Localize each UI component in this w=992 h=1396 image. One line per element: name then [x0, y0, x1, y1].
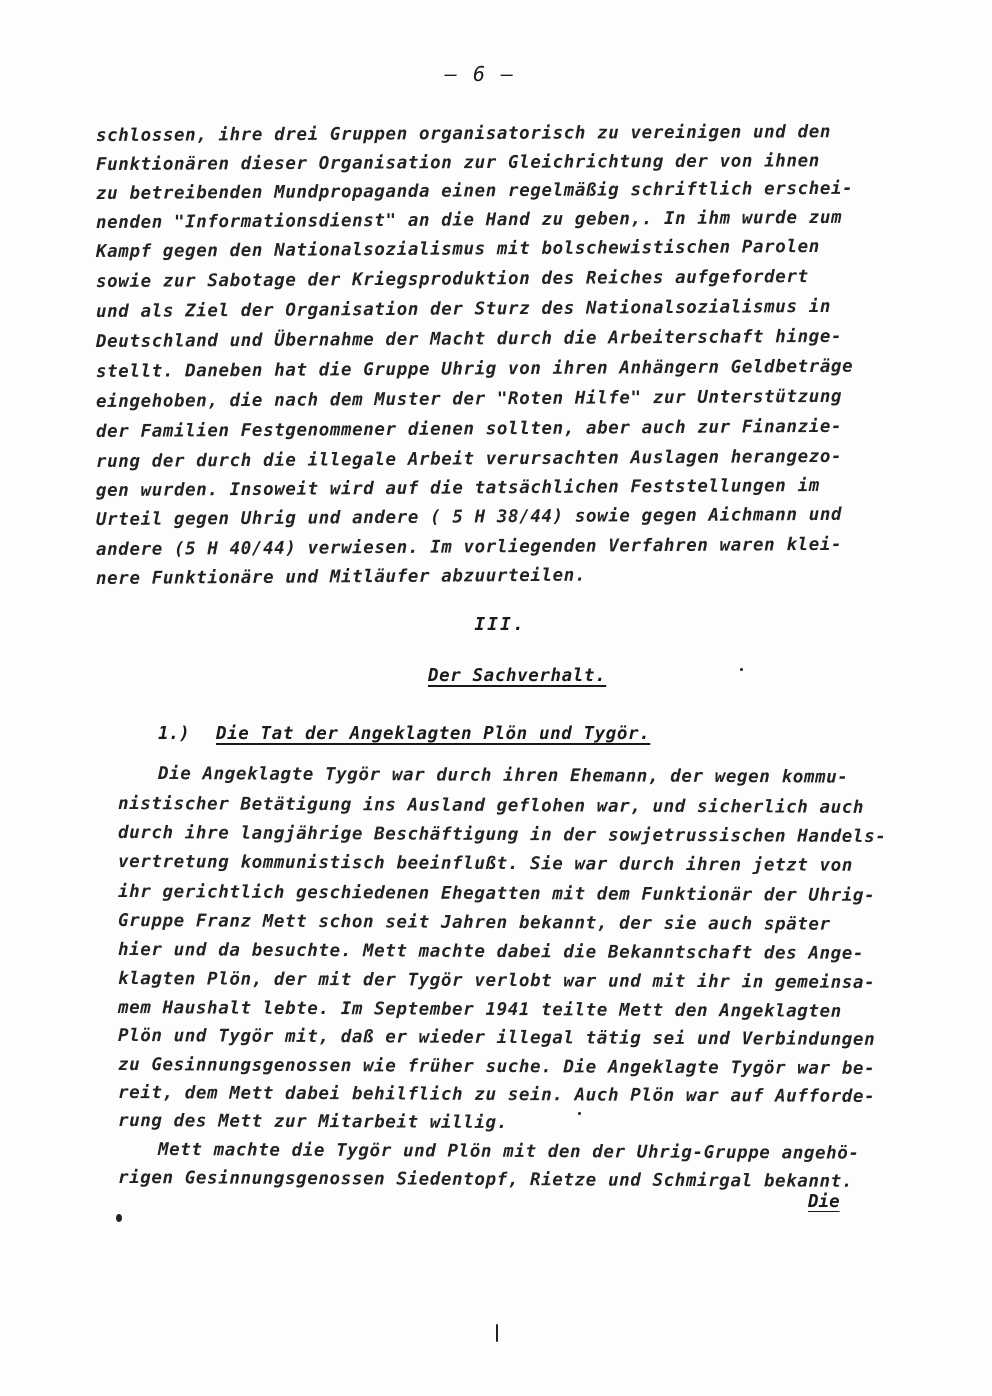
paragraph-1-line: eingehoben, die nach dem Muster der "Roten Hilfe" zur Unterstützung	[95, 386, 843, 412]
paragraph-2-line: ihr gerichtlich geschiedenen Ehegatten mit dem Funktionär der Uhrig-	[117, 882, 876, 906]
paragraph-1-line: Urteil gegen Uhrig und andere ( 5 H 38/44) sowie gegen Aichmann und	[95, 504, 843, 530]
ink-speck-mark	[740, 668, 743, 671]
paragraph-2-line: Plön und Tygör mit, daß er wieder illegal tätig sei und Verbindungen	[117, 1026, 876, 1050]
paragraph-1-line: rung der durch die illegale Arbeit verursachten Auslagen herangezo-	[95, 446, 843, 472]
paragraph-1-line: Kampf gegen den Nationalsozialismus mit bolschewistischen Parolen	[95, 236, 820, 262]
subsection-title: Die Tat der Angeklagten Plön und Tygör.	[216, 724, 651, 744]
section-title: Der Sachverhalt.	[428, 666, 607, 686]
paragraph-1-line: gen wurden. Insoweit wird auf die tatsächlichen Feststellungen im	[95, 475, 820, 501]
paragraph-2-line: Die Angeklagte Tygör war durch ihren Ehemann, der wegen kommu-	[157, 764, 849, 788]
paragraph-1-line: der Familien Festgenommener dienen sollten, aber auch zur Finanzie-	[95, 416, 843, 442]
paragraph-1-line: nenden "Informationsdienst" an die Hand zu geben,. In ihm wurde zum	[95, 207, 843, 233]
paragraph-1-line: Funktionären dieser Organisation zur Gleichrichtung der von ihnen	[95, 151, 820, 175]
page-number: – 6 –	[444, 62, 516, 86]
catchword: Die	[808, 1192, 840, 1212]
paragraph-1-line: und als Ziel der Organisation der Sturz des Nationalsozialismus in	[95, 296, 832, 322]
paragraph-2-line: Mett machte die Tygör und Plön mit den der Uhrig-Gruppe angehö-	[157, 1140, 860, 1164]
paragraph-2-line: mem Haushalt lebte. Im September 1941 teilte Mett den Angeklagten	[117, 998, 842, 1022]
paragraph-2-line: durch ihre langjährige Beschäftigung in der sowjetrussischen Handels-	[117, 823, 887, 848]
paragraph-2-line: nistischer Betätigung ins Ausland geflohen war, und sicherlich auch	[117, 794, 865, 818]
paragraph-1-line: andere (5 H 40/44) verwiesen. Im vorliegenden Verfahren waren klei-	[95, 534, 843, 560]
paragraph-1-line: stellt. Daneben hat die Gruppe Uhrig von ihren Anhängern Geldbeträge	[95, 356, 854, 382]
paragraph-2-line: reit, dem Mett dabei behilflich zu sein. Auch Plön war auf Aufforde-	[117, 1083, 876, 1107]
paragraph-1-line: nere Funktionäre und Mitläufer abzuurteilen.	[95, 565, 587, 589]
subsection-number: 1.)	[158, 724, 190, 744]
paragraph-2-line: klagten Plön, der mit der Tygör verlobt war und mit ihr in gemeinsa-	[117, 969, 876, 993]
paragraph-2-line: rigen Gesinnungsgenossen Siedentopf, Rietze und Schmirgal bekannt.	[117, 1168, 854, 1192]
ink-speck-mark	[578, 1112, 581, 1115]
paragraph-1-line: zu betreibenden Mundpropaganda einen regelmäßig schriftlich erschei-	[95, 178, 854, 204]
paragraph-1-line: schlossen, ihre drei Gruppen organisatorisch zu vereinigen und den	[95, 122, 832, 146]
paragraph-2-line: vertretung kommunistisch beeinflußt. Sie war durch ihren jetzt von	[117, 852, 854, 876]
paragraph-1-line: sowie zur Sabotage der Kriegsproduktion des Reiches aufgefordert	[95, 267, 809, 292]
paragraph-2-line: Gruppe Franz Mett schon seit Jahren bekannt, der sie auch später	[117, 911, 831, 935]
paragraph-2-line: zu Gesinnungsgenossen wie früher suche. Die Angeklagte Tygör war be-	[117, 1055, 876, 1079]
section-number: III.	[474, 614, 526, 635]
paragraph-2-line: rung des Mett zur Mitarbeit willig.	[117, 1111, 508, 1134]
paragraph-2-line: hier und da besuchte. Mett machte dabei die Bekanntschaft des Ange-	[117, 940, 865, 964]
ink-speck-mark	[116, 1214, 122, 1222]
ink-speck-mark	[496, 1324, 498, 1342]
paragraph-1-line: Deutschland und Übernahme der Macht durch die Arbeiterschaft hinge-	[95, 326, 843, 352]
